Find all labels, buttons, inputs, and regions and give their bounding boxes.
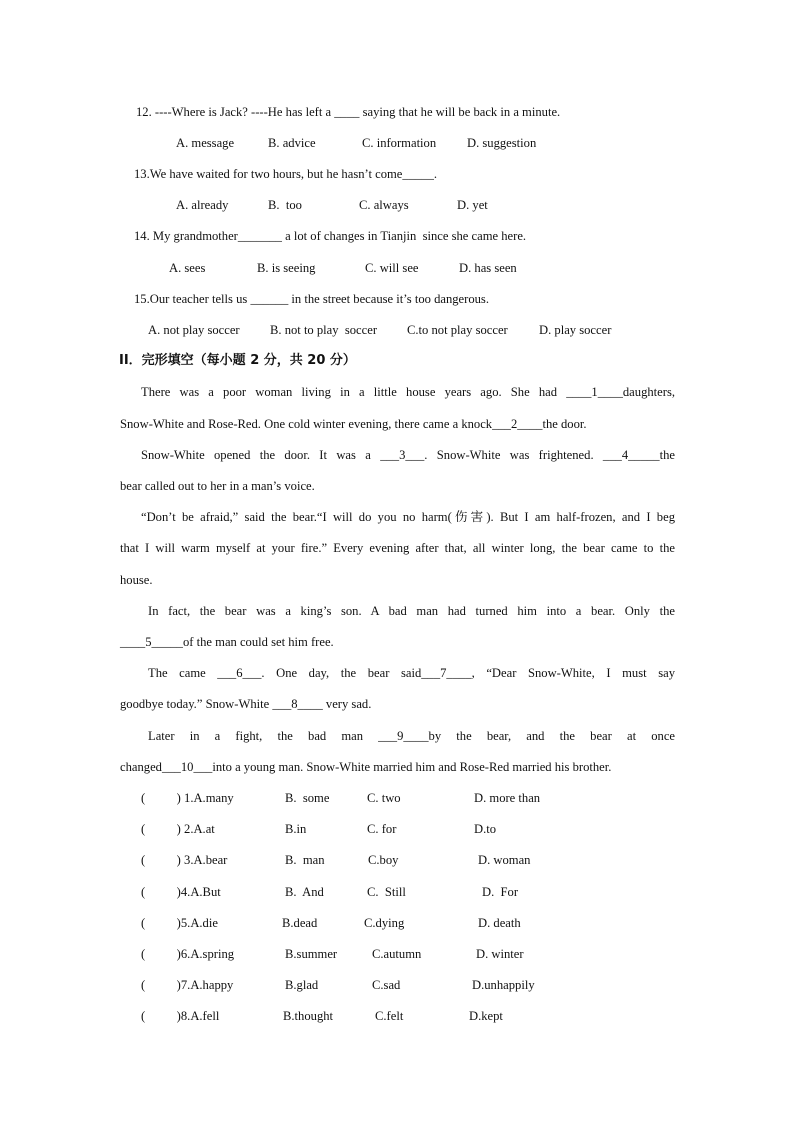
question-12-option-c: C. information [362,136,437,150]
question-14-option-b: B. is seeing [257,261,316,275]
question-13-option-c: C. always [359,198,409,212]
cloze-item-4-b: B. And [285,885,324,899]
question-15-stem: 15.Our teacher tells us ______ in the street because it’s too dangerous. [134,292,489,306]
question-15-option-d: D. play soccer [539,323,612,337]
cloze-item-6-b: B.summer [285,947,338,961]
cloze-item-8-c: C.felt [375,1009,404,1023]
cloze-item-5-a: ( )5.A.die [141,916,218,930]
cloze-item-8-b: B.thought [283,1009,334,1023]
cloze-item-4-a: ( )4.A.But [141,885,221,899]
cloze-item-1-a: ( ) 1.A.many [141,791,234,805]
question-13-option-a: A. already [176,198,229,212]
passage-line-5: “Don’t be afraid,” said the bear.“I will do you no harm(伤害). But I am half-frozen, and I beg [141,510,675,524]
section-2-title: II．完形填空（每小题 2 分，共 20 分） [119,353,356,368]
passage-line-10: The came ___6___. One day, the bear said___7____, “Dear Snow-White, I must say [148,666,675,680]
passage-line-11: goodbye today.” Snow-White ___8____ very sad. [120,697,372,711]
passage-line-9: ____5_____of the man could set him free. [120,635,334,649]
question-13-option-b: B. too [268,198,302,212]
question-15-option-c: C.to not play soccer [407,323,508,337]
cloze-item-1-b: B. some [285,791,330,805]
cloze-item-2-b: B.in [285,822,307,836]
cloze-item-3-a: ( ) 3.A.bear [141,853,228,867]
cloze-item-7-d: D.unhappily [472,978,535,992]
question-15-option-a: A. not play soccer [148,323,240,337]
cloze-item-8-a: ( )8.A.fell [141,1009,220,1023]
passage-line-1: There was a poor woman living in a little house years ago. She had ____1____daughters, [141,385,675,399]
cloze-item-6-d: D. winter [476,947,524,961]
cloze-item-7-a: ( )7.A.happy [141,978,234,992]
cloze-item-3-c: C.boy [368,853,399,867]
question-14-option-c: C. will see [365,261,419,275]
passage-line-13: changed___10___into a young man. Snow-White married him and Rose-Red married his brother. [120,760,612,774]
cloze-item-5-d: D. death [478,916,521,930]
cloze-item-3-b: B. man [285,853,325,867]
passage-line-8: In fact, the bear was a king’s son. A bad man had turned him into a bear. Only the [148,604,675,618]
cloze-item-5-b: B.dead [282,916,318,930]
cloze-item-1-c: C. two [367,791,401,805]
question-12-option-d: D. suggestion [467,136,537,150]
passage-line-2: Snow-White and Rose-Red. One cold winter evening, there came a knock___2____the door. [120,417,587,431]
cloze-item-6-a: ( )6.A.spring [141,947,235,961]
cloze-item-8-d: D.kept [469,1009,503,1023]
cloze-item-1-d: D. more than [474,791,541,805]
question-12-option-b: B. advice [268,136,316,150]
cloze-item-3-d: D. woman [478,853,531,867]
cloze-item-4-d: D. For [482,885,519,899]
cloze-item-5-c: C.dying [364,916,405,930]
cloze-item-2-c: C. for [367,822,397,836]
cloze-item-4-c: C. Still [367,885,406,899]
question-13-stem: 13.We have waited for two hours, but he hasn’t come_____. [134,167,438,181]
question-14-option-a: A. sees [169,261,206,275]
question-12-option-a: A. message [176,136,235,150]
passage-line-3: Snow-White opened the door. It was a ___3___. Snow-White was frightened. ___4_____the [141,448,675,462]
question-14-option-d: D. has seen [459,261,517,275]
cloze-item-2-a: ( ) 2.A.at [141,822,215,836]
cloze-item-2-d: D.to [474,822,497,836]
cloze-item-6-c: C.autumn [372,947,422,961]
passage-line-4: bear called out to her in a man’s voice. [120,479,315,493]
question-13-option-d: D. yet [457,198,488,212]
question-15-option-b: B. not to play soccer [270,323,378,337]
passage-line-12: Later in a fight, the bad man ___9____by the bear, and the bear at once [148,729,675,743]
passage-line-7: house. [120,573,153,587]
question-14-stem: 14. My grandmother_______ a lot of changes in Tianjin since she came here. [134,229,527,243]
cloze-item-7-b: B.glad [285,978,319,992]
question-12-stem: 12. ----Where is Jack? ----He has left a ____ saying that he will be back in a minute. [136,105,561,119]
cloze-item-7-c: C.sad [372,978,401,992]
passage-line-6: that I will warm myself at your fire.” Every evening after that, all winter long, the bear came to the [120,541,675,555]
